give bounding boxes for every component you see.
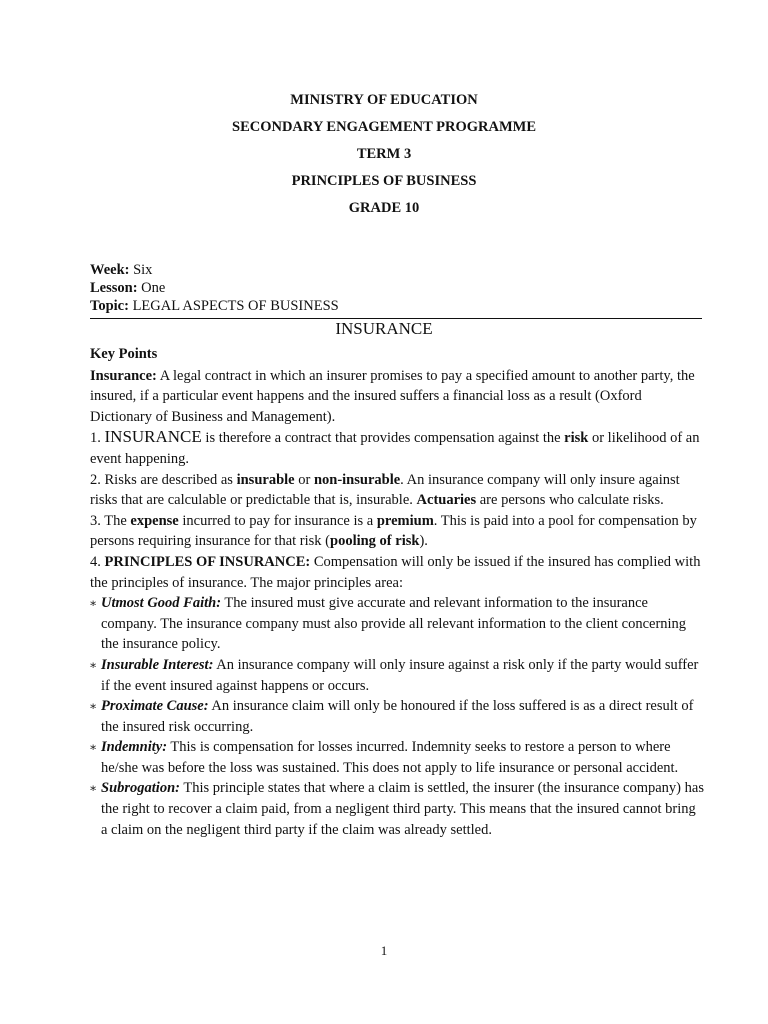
point-4-heading: PRINCIPLES OF INSURANCE: <box>104 553 311 570</box>
point-2-insurable: insurable <box>236 471 295 488</box>
point-3-pooling: pooling of risk <box>330 533 420 550</box>
point-1-risk: risk <box>564 430 589 447</box>
point-1-text-b: or likelihood of an event happening. <box>90 430 700 467</box>
principle-text: This is compensation for losses incurred. Indemnity seeks to restore a person to where he/she was before the loss was sustained. This does not apply to life insurance or personal accident. <box>101 739 679 776</box>
topic-value: LEGAL ASPECTS OF BUSINESS <box>128 298 339 314</box>
principle-utmost-good-faith <box>90 593 705 655</box>
header-subject: PRINCIPLES OF BUSINESS <box>291 173 477 189</box>
page-number: 1 <box>380 943 388 958</box>
principle-indemnity <box>90 737 705 778</box>
week-value: Six <box>129 262 153 278</box>
bullet-star-icon: ∗ <box>89 657 98 672</box>
topic-label: Topic: <box>90 298 129 314</box>
principle-text: An insurance company will only insure against a risk only if the party would suffer if the event insured against happens or occurs. <box>101 656 699 694</box>
point-2-text-b: or <box>294 471 314 488</box>
point-2-text-a: 2. Risks are described as <box>90 471 237 488</box>
principle-name: Insurable Interest: <box>101 656 214 673</box>
principle-text: The insured must give accurate and relevant information to the insurance company. The insurance company must also provide all relevant information to the client concerning the insurance policy. <box>101 595 687 653</box>
point-1-term: INSURANCE <box>104 427 202 447</box>
point-1 <box>90 427 705 469</box>
point-2 <box>90 470 705 511</box>
definition-text: A legal contract in which an insurer promises to pay a specified amount to another party, the insured, if a particular event happens and the insured suffers a financial loss as a result (Oxford Dictionary of Business and Management). <box>90 367 695 425</box>
point-3-premium: premium <box>376 512 434 529</box>
content-body <box>90 344 705 840</box>
bullet-star-icon: ∗ <box>89 740 98 755</box>
point-4-text: Compensation will only be issued if the insured has complied with the principles of insurance. The major principles area: <box>90 553 701 591</box>
principle-name: Subrogation: <box>101 780 180 797</box>
principle-insurable-interest <box>90 655 705 696</box>
lesson-line <box>90 280 165 297</box>
week-label: Week: <box>90 262 130 278</box>
point-2-text-c: . An insurance company will only insure against risks that are calculable or predictable that is, insurable. <box>90 471 680 509</box>
point-4-number: 4. <box>90 553 105 570</box>
principle-proximate-cause <box>90 696 705 737</box>
point-3-text-b: incurred to pay for insurance is a <box>178 512 377 529</box>
point-1-text-a: is therefore a contract that provides compensation against the <box>201 430 565 447</box>
definition-term: Insurance: <box>90 367 157 384</box>
principle-text: This principle states that where a claim is settled, the insurer (the insurance company) has the right to recover a claim paid, from a negligent third party. This means that the insured cannot bring a claim on the negligent third party if the claim was already settled. <box>101 780 704 838</box>
point-3 <box>90 511 705 552</box>
point-3-text-a: 3. The <box>90 512 131 529</box>
topic-line <box>90 298 339 315</box>
principle-name: Utmost Good Faith: <box>101 595 222 612</box>
principle-name: Proximate Cause: <box>101 698 209 715</box>
lesson-value: One <box>137 280 166 296</box>
point-4 <box>90 552 705 593</box>
key-points-heading: Key Points <box>90 346 158 362</box>
bullet-star-icon: ∗ <box>89 596 98 611</box>
principle-text: An insurance claim will only be honoured if the loss suffered is as a direct result of the insured risk occurring. <box>101 698 694 735</box>
bullet-star-icon: ∗ <box>89 699 98 714</box>
principle-name: Indemnity: <box>101 739 168 756</box>
week-line <box>90 262 152 279</box>
point-2-text-d: are persons who calculate risks. <box>476 492 664 509</box>
section-title: INSURANCE <box>335 319 433 338</box>
point-3-text-c: . This is paid into a pool for compensation by persons requiring insurance for that risk ( <box>90 512 697 550</box>
header-ministry: MINISTRY OF EDUCATION <box>290 92 478 108</box>
header-grade: GRADE 10 <box>348 200 420 216</box>
point-1-number: 1. <box>90 430 105 447</box>
header-programme: SECONDARY ENGAGEMENT PROGRAMME <box>232 119 536 135</box>
principle-subrogation <box>90 778 705 840</box>
lesson-label: Lesson: <box>90 280 138 296</box>
point-2-actuaries: Actuaries <box>416 492 477 509</box>
point-2-non-insurable: non-insurable <box>313 471 401 488</box>
bullet-star-icon: ∗ <box>89 781 98 796</box>
point-3-expense: expense <box>130 512 179 529</box>
point-3-text-d: ). <box>419 533 428 550</box>
header-term: TERM 3 <box>356 146 412 162</box>
insurance-definition <box>90 366 705 428</box>
